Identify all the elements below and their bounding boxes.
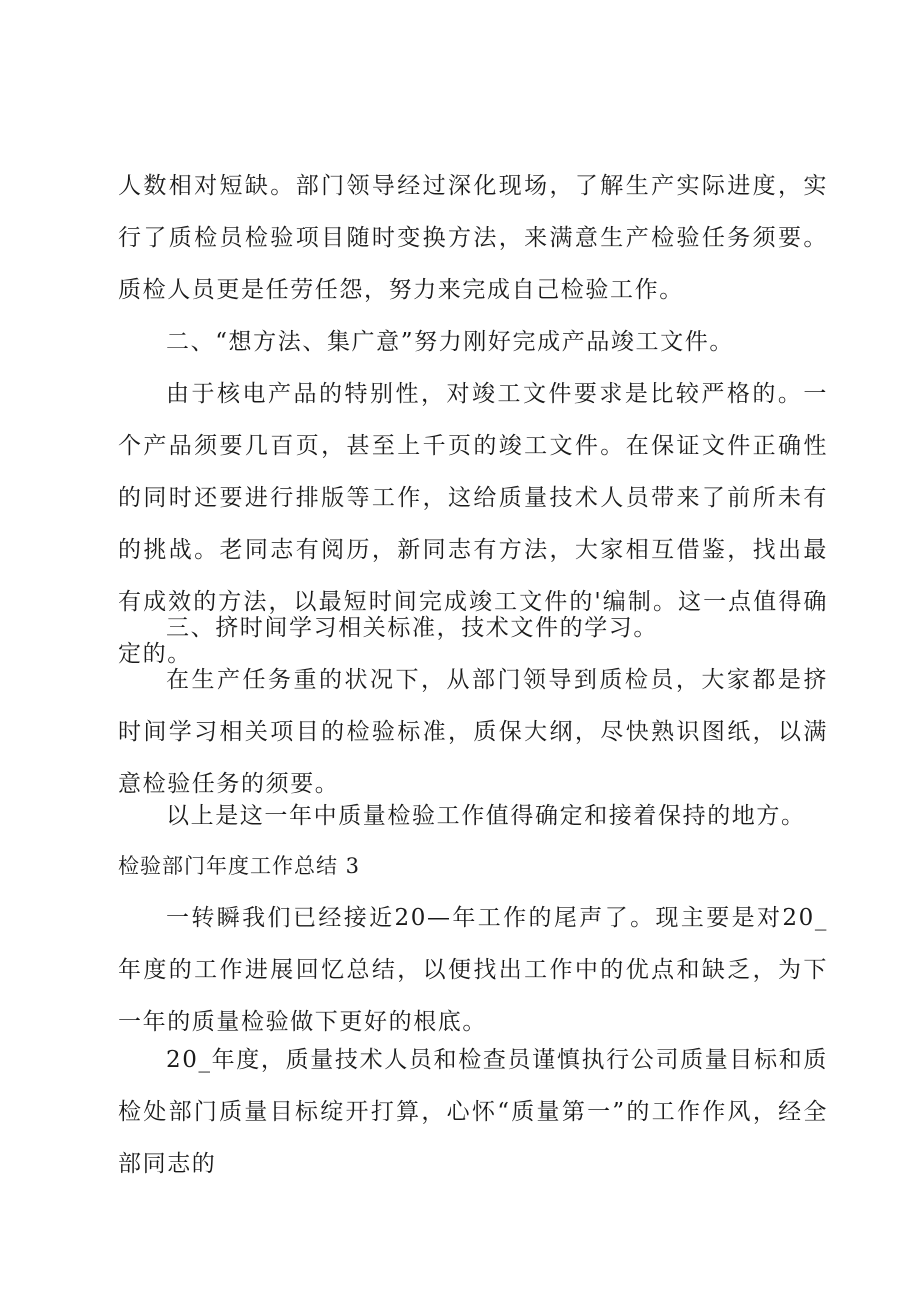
- paragraph-2: 由于核电产品的特别性，对竣工文件要求是比较严格的。一个产品须要几百页，甚至上千页的竣工文件。在保证文件正确性的同时还要进行排版等工作，这给质量技术人员带来了前所未有的挑战。老同志有阅历，新同志有方法，大家相互借鉴，找出最有成效的方法，以最短时间完成竣工文件的'编制。这一点值得确定的。: [118, 381, 828, 667]
- paragraph-1: 人数相对短缺。部门领导经过深化现场，了解生产实际进度，实行了质检员检验项目随时变换方法，来满意生产检验任务须要。质检人员更是任劳任怨，努力来完成自己检验工作。: [118, 173, 828, 303]
- paragraph-3: 在生产任务重的状况下，从部门领导到质检员，大家都是挤时间学习相关项目的检验标准，质保大纲，尽快熟识图纸，以满意检验任务的须要。: [118, 667, 828, 797]
- section-heading-3: 三、挤时间学习相关标准，技术文件的学习。: [166, 615, 658, 641]
- paragraph-5: 一转瞬我们已经接近20—年工作的尾声了。现主要是对20_年度的工作进展回忆总结，以便找出工作中的优点和缺乏，为下一年的质量检验做下更好的根底。: [118, 905, 828, 1035]
- paragraph-4: 以上是这一年中质量检验工作值得确定和接着保持的地方。: [166, 803, 806, 829]
- paragraph-6: 20_年度，质量技术人员和检查员谨慎执行公司质量目标和质检处部门质量目标绽开打算，心怀“质量第一”的工作作风，经全部同志的: [118, 1047, 828, 1177]
- section-heading-2: 二、“想方法、集广意”努力刚好完成产品竣工文件。: [166, 329, 734, 355]
- document-title: 检验部门年度工作总结 3: [118, 854, 361, 878]
